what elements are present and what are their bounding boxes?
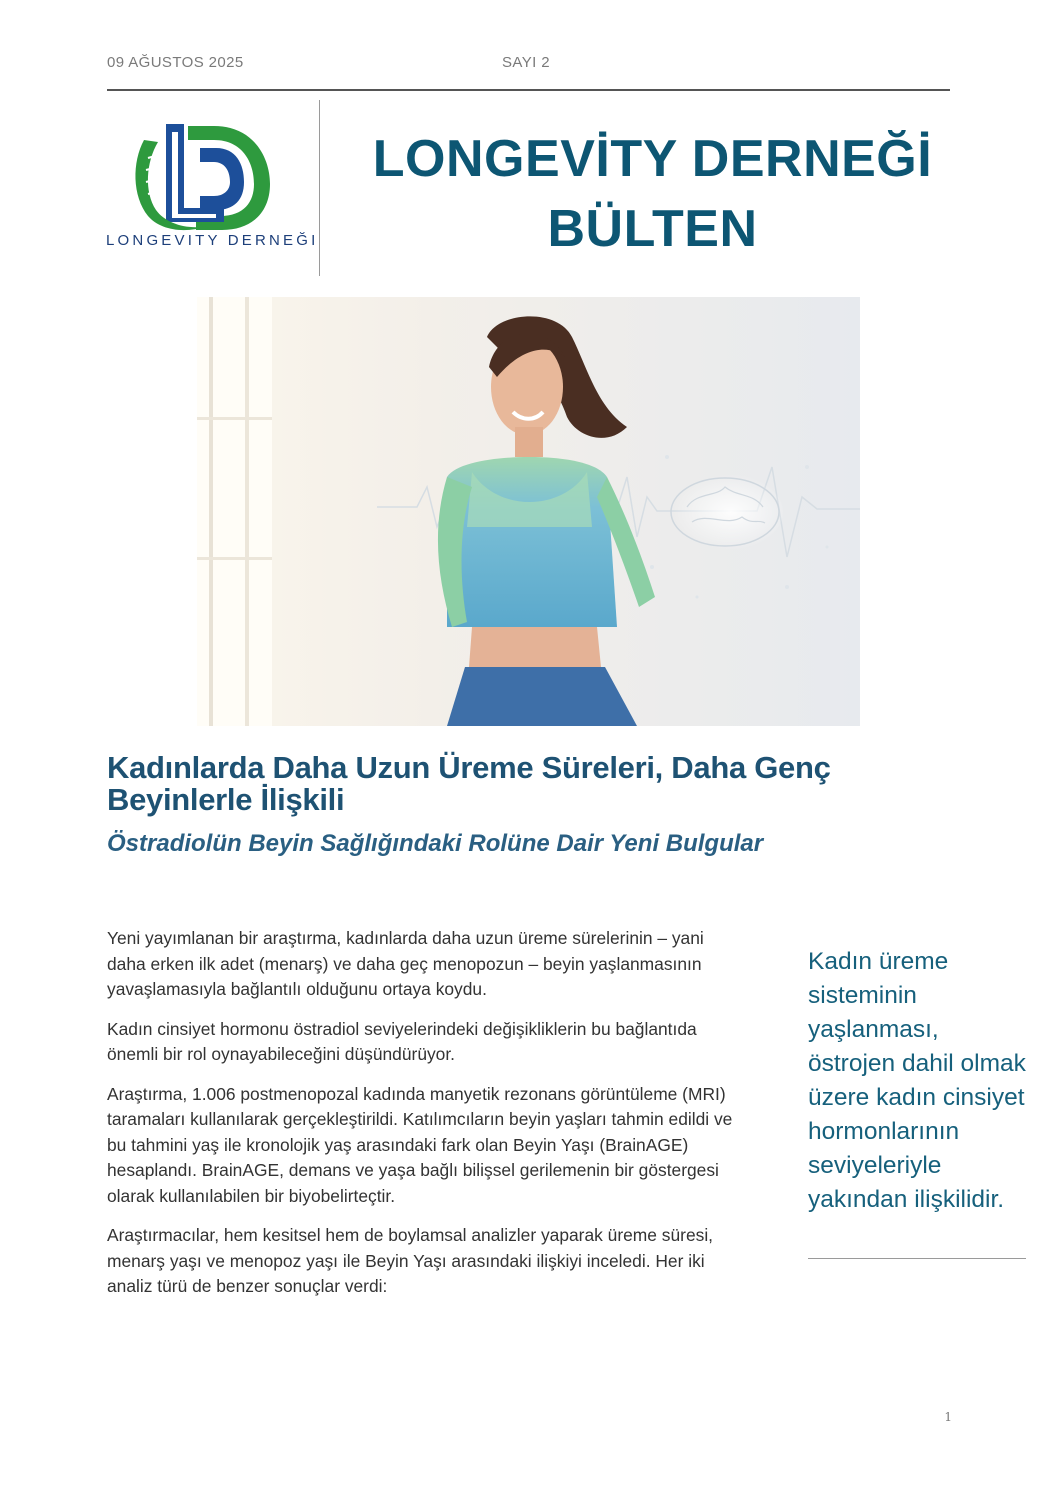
- article-paragraph: Araştırma, 1.006 postmenopozal kadında manyetik rezonans görüntüleme (MRI) taramaları kullanılarak gerçekleştirildi. Katılımcıların beyin yaşları tahmin edildi ve bu tahmini yaş ile kronolojik yaş arasındaki fark olan Beyin Yaşı (BrainAGE) hesaplandı. BrainAGE, demans ve yaşa bağlı bilişsel gerilemenin bir göstergesi olarak kullanılabilen bir biyobelirteçtir.: [107, 1083, 733, 1206]
- masthead-line-2: BÜLTEN: [547, 200, 758, 258]
- logo-wordmark: LONGEVITY DERNEĞI: [106, 232, 319, 249]
- article-body: [107, 926, 747, 1314]
- pull-quote: Kadın üreme sisteminin yaşlanması, östrojen dahil olmak üzere kadın cinsiyet hormonlarının seviyeleriyle yakından ilişkilidir.: [808, 948, 1026, 1213]
- header-meta: [107, 54, 950, 74]
- article-paragraph: Araştırmacılar, hem kesitsel hem de boylamsal analizler yaparak üreme süresi, menarş yaşı ve menopoz yaşı ile Beyin Yaşı arasındaki ilişkiyi inceledi. Her iki analiz türü de benzer sonuçlar verdi:: [107, 1225, 714, 1296]
- masthead-line-1: LONGEVİTY DERNEĞİ: [372, 130, 933, 188]
- header-divider: [107, 89, 950, 91]
- woman-exercising-photo-icon: [197, 297, 860, 726]
- article-subtitle: Östradiolün Beyin Sağlığındaki Rolüne Dair Yeni Bulgular: [107, 830, 764, 857]
- page-number: 1: [944, 1410, 952, 1424]
- issue-date: 09 AĞUSTOS 2025: [107, 54, 244, 71]
- article-title: Kadınlarda Daha Uzun Üreme Süreleri, Daha Genç Beyinlerle İlişkili: [107, 750, 831, 817]
- article-paragraph: Kadın cinsiyet hormonu östradiol seviyelerindeki değişikliklerin bu bağlantıda önemli bir rol oynayabileceğini düşündürüyor.: [107, 1018, 697, 1064]
- masthead-title: [340, 124, 965, 264]
- article-paragraph: Yeni yayımlanan bir araştırma, kadınlarda daha uzun üreme sürelerinin – yani daha erken ilk adet (menarş) ve daha geç menopozun – beyin yaşlanmasının yavaşlamasıyla bağlantılı olduğunu ortaya koydu.: [107, 928, 704, 999]
- pull-quote-divider: [808, 1258, 1026, 1259]
- masthead-divider: [319, 100, 320, 276]
- issue-number: SAYI 2: [502, 54, 550, 71]
